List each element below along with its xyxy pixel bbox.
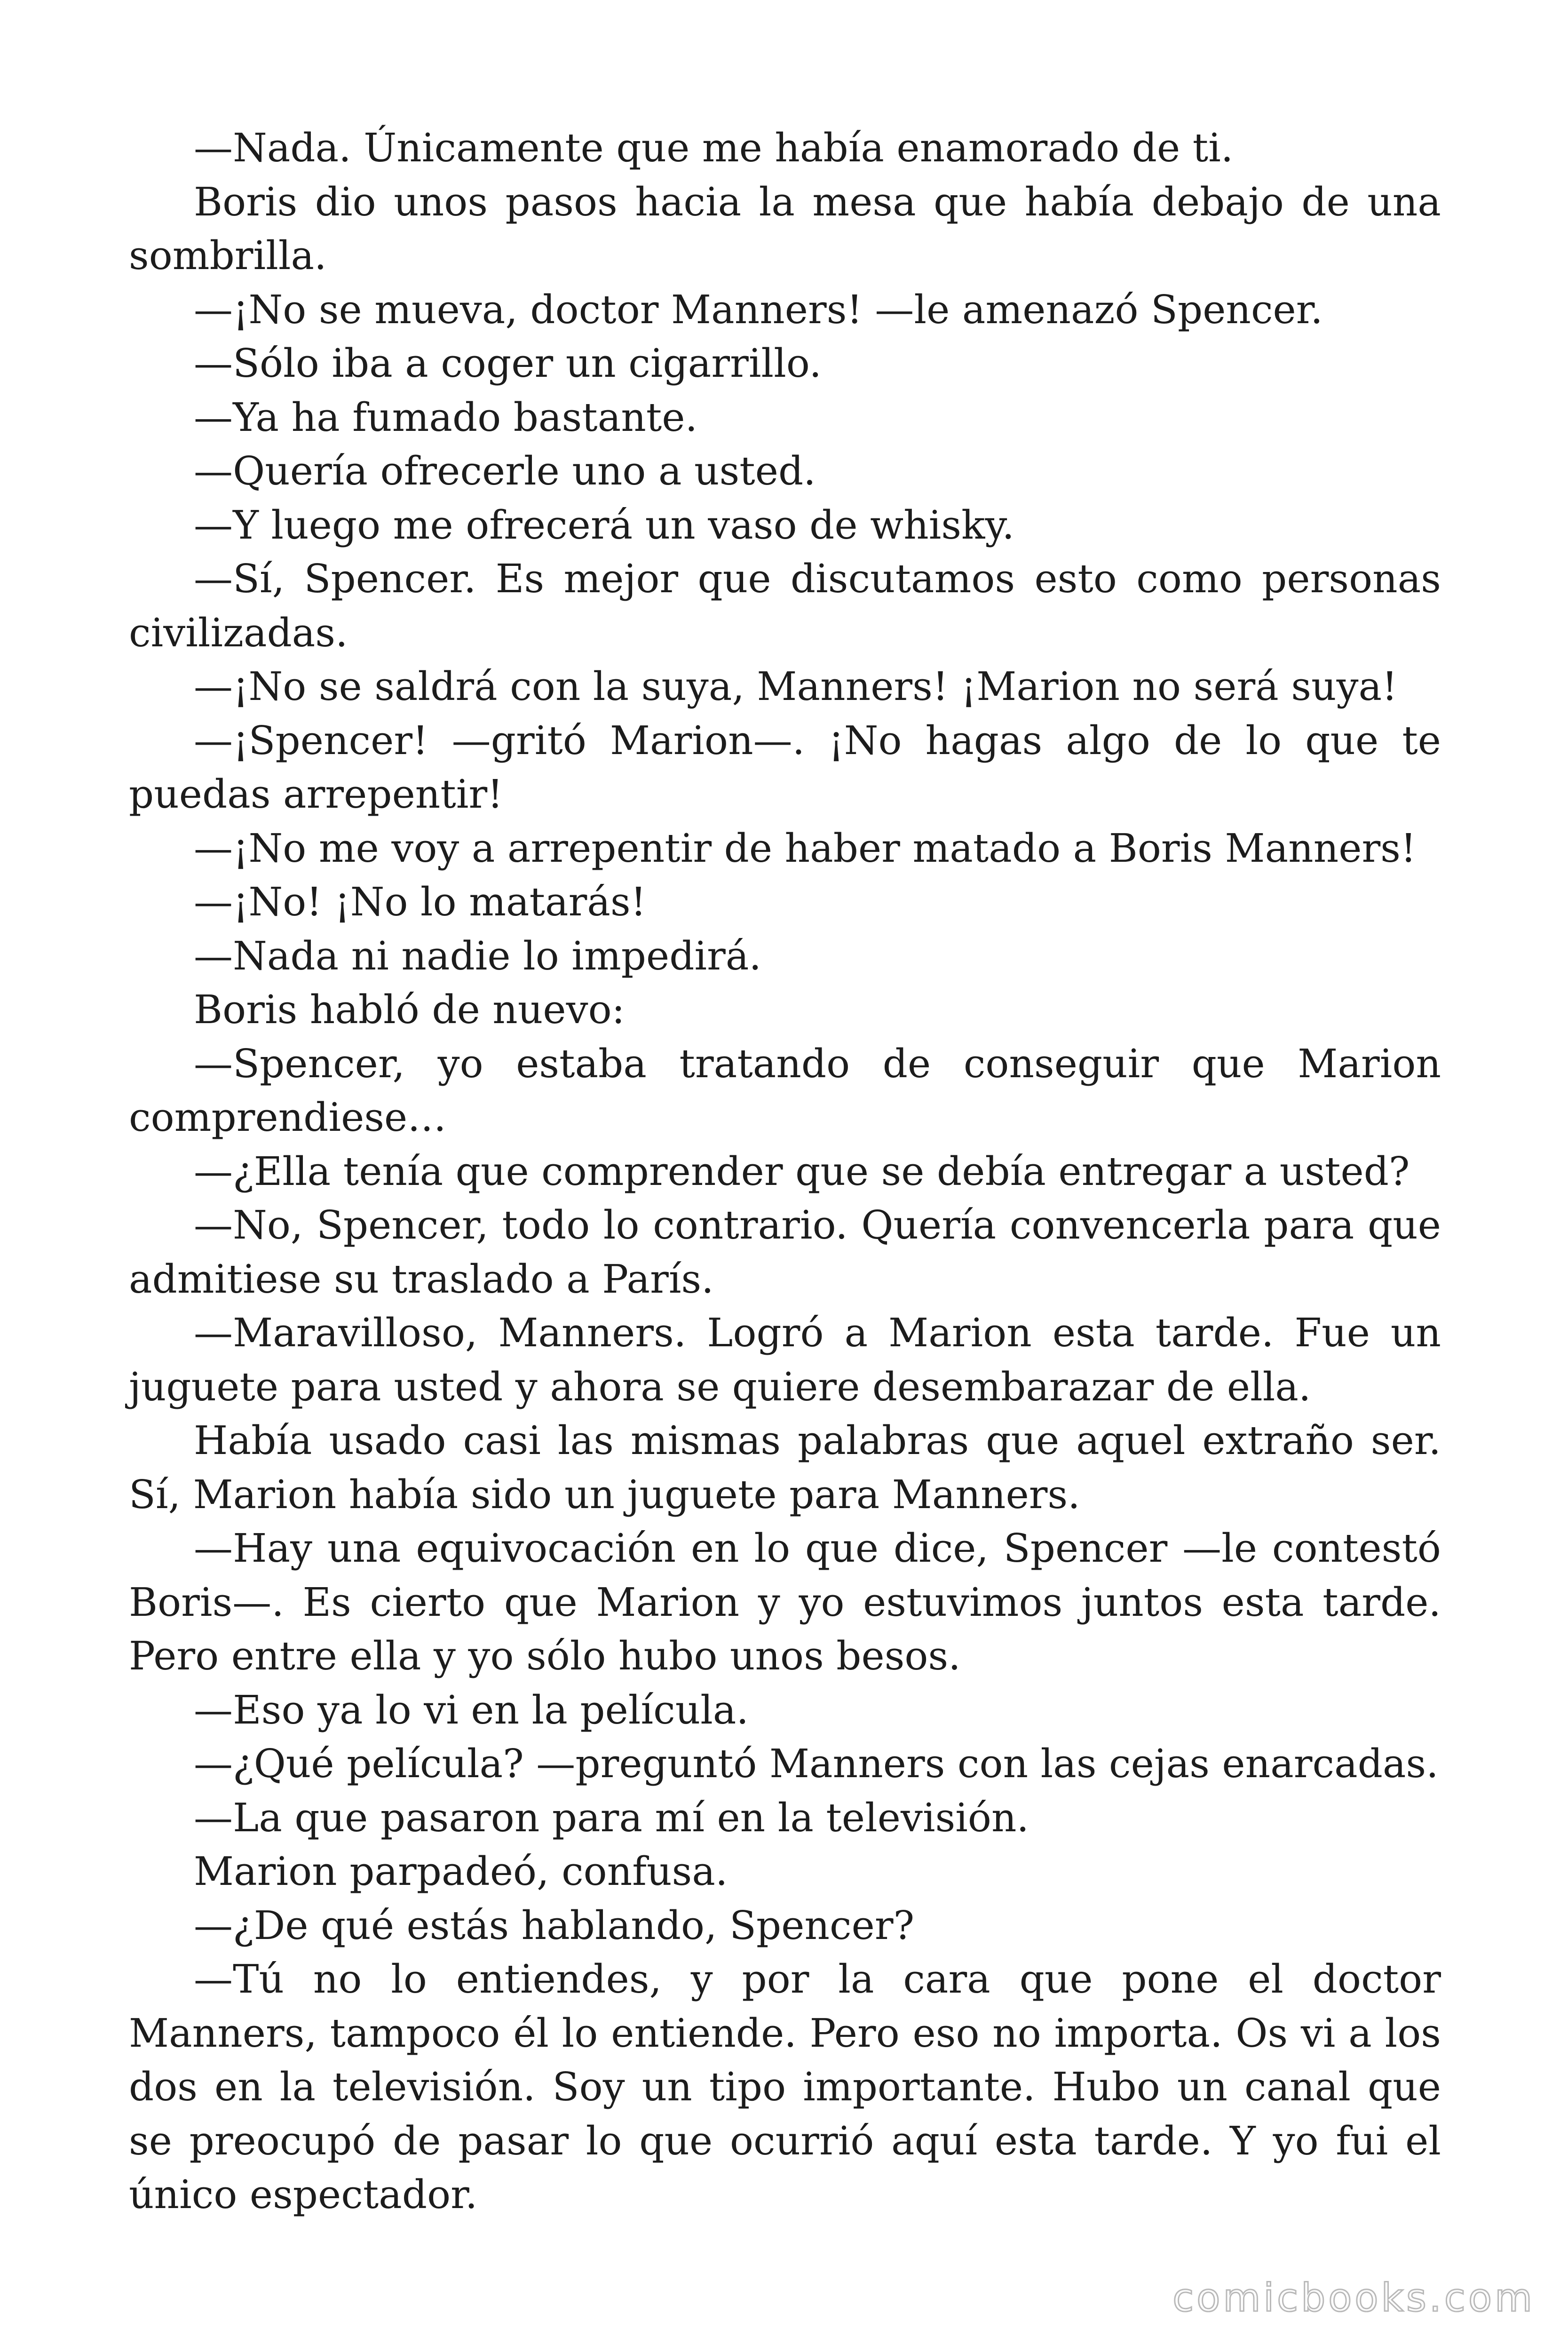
paragraph: —¡No se saldrá con la suya, Manners! ¡Marion no será suya!	[194, 664, 1398, 709]
paragraph: —Sólo iba a coger un cigarrillo.	[194, 341, 822, 386]
paragraph: —Ya ha fumado bastante.	[194, 394, 698, 440]
paragraph: —Eso ya lo vi en la película.	[194, 1687, 749, 1733]
paragraph: —¡No se mueva, doctor Manners! —le amenazó Spencer.	[194, 286, 1323, 333]
paragraph: —¡No! ¡No lo matarás!	[194, 879, 647, 925]
paragraph: —¿Qué película? —preguntó Manners con las cejas enarcadas.	[194, 1741, 1439, 1787]
site-watermark: comicbooks.com	[1172, 2276, 1535, 2320]
paragraph: —¿Ella tenía que comprender que se debía entregar a usted?	[194, 1148, 1410, 1194]
paragraph: —No, Spencer, todo lo contrario. Quería convencerla para que admitiese su traslado a París.	[129, 1202, 1441, 1302]
paragraph: —¡Spencer! —gritó Marion—. ¡No hagas algo de lo que te puedas arrepentir!	[129, 717, 1441, 817]
paragraph: —Spencer, yo estaba tratando de conseguir que Marion comprendiese…	[129, 1041, 1441, 1140]
paragraph: —Hay una equivocación en lo que dice, Spencer —le contestó Boris—. Es cierto que Marion y yo estuvimos juntos esta tarde. Pero entre ella y yo sólo hubo unos besos.	[129, 1526, 1441, 1679]
paragraph: —Sí, Spencer. Es mejor que discutamos esto como personas civilizadas.	[129, 556, 1441, 656]
paragraph: Había usado casi las mismas palabras que aquel extraño ser. Sí, Marion había sido un juguete para Manners.	[129, 1418, 1441, 1518]
paragraph: —Nada. Únicamente que me había enamorado de ti.	[194, 125, 1234, 171]
paragraph: —Tú no lo entiendes, y por la cara que pone el doctor Manners, tampoco él lo entiende. Pero eso no importa. Os vi a los dos en la televisión. Soy un tipo importante. Hubo un canal que se preocupó de pasar lo que ocurrió aquí esta tarde. Y yo fui el único espectador.	[129, 1956, 1441, 2217]
paragraph: Boris dio unos pasos hacia la mesa que había debajo de una sombrilla.	[129, 179, 1441, 278]
paragraph: —¡No me voy a arrepentir de haber matado a Boris Manners!	[194, 825, 1417, 871]
paragraph: Boris habló de nuevo:	[194, 987, 625, 1033]
paragraph: Marion parpadeó, confusa.	[194, 1849, 728, 1894]
paragraph: —Maravilloso, Manners. Logró a Marion esta tarde. Fue un juguete para usted y ahora se quiere desembarazar de ella.	[129, 1310, 1441, 1410]
paragraph: —Nada ni nadie lo impedirá.	[194, 933, 761, 979]
body-text	[129, 121, 1441, 2222]
paragraph: —La que pasaron para mí en la televisión.	[194, 1795, 1029, 1841]
paragraph: —¿De qué estás hablando, Spencer?	[194, 1902, 915, 1948]
paragraph: —Y luego me ofrecerá un vaso de whisky.	[194, 502, 1014, 548]
paragraph: —Quería ofrecerle uno a usted.	[194, 448, 816, 494]
